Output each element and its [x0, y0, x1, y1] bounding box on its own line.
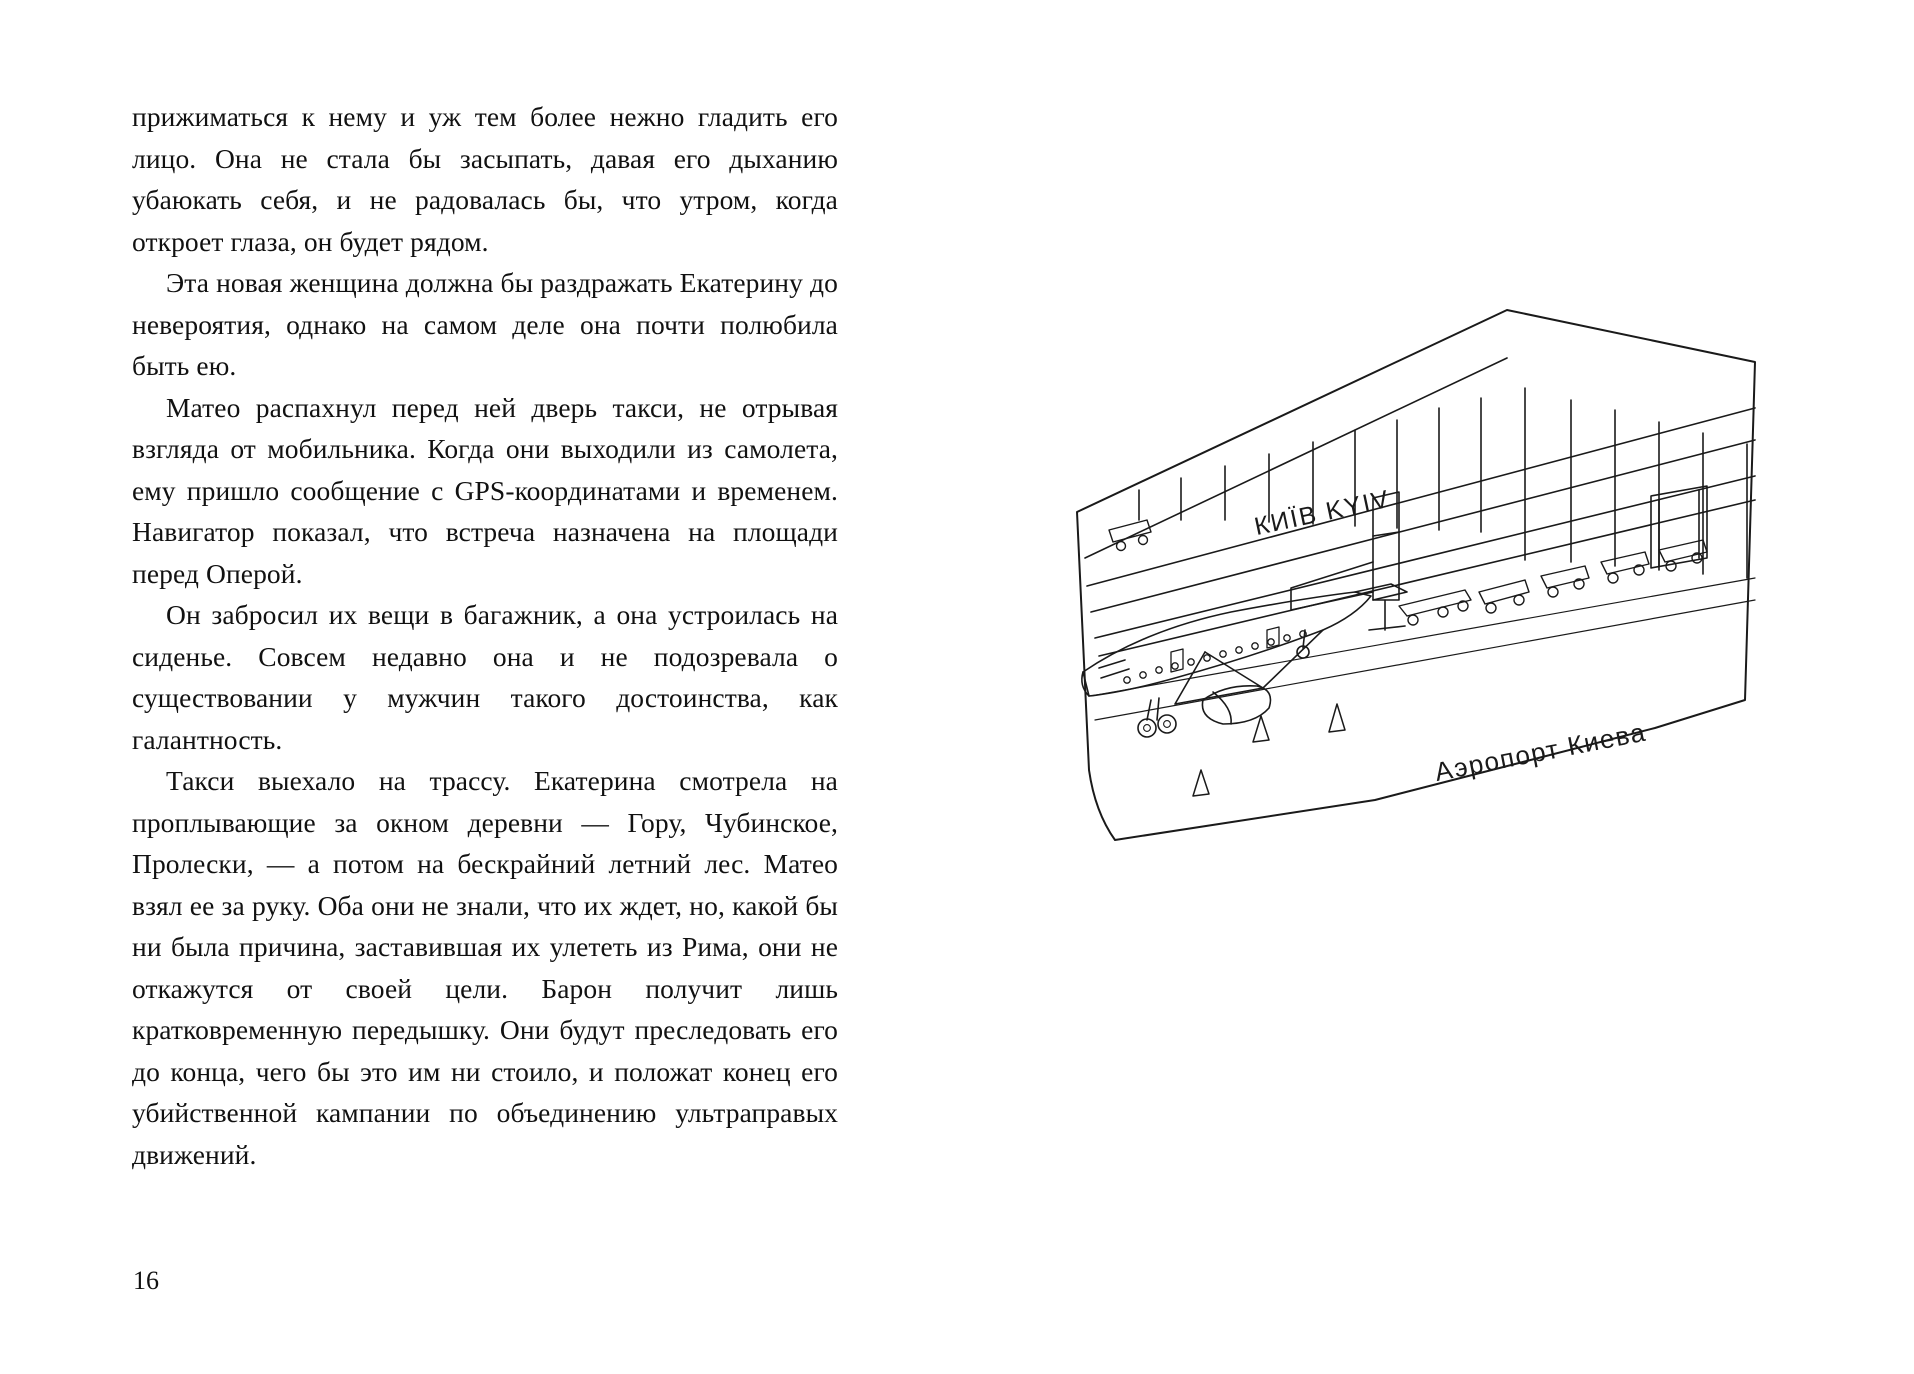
paragraph: прижиматься к нему и уж тем более нежно гладить его лицо. Она не стала бы засыпать, давая его дыханию убаюкать себя, и не радовалась бы, что утром, когда откроет глаза, он будет рядом.: [132, 101, 838, 257]
airport-illustration: [1055, 300, 1775, 860]
svg-text:КИЇВ KYIV: КИЇВ KYIV: [1251, 484, 1393, 541]
paragraph: Он забросил их вещи в багажник, а она устроилась на сиденье. Совсем недавно она и не подозревала о существовании у мужчин такого достоинства, как галантность.: [132, 599, 838, 755]
paragraph: Эта новая женщина должна бы раздражать Екатерину до невероятия, однако на самом деле она почти полюбила быть ею.: [132, 267, 838, 381]
svg-text:Аэропорт Киева: Аэропорт Киева: [1432, 716, 1649, 788]
text-column: [132, 96, 838, 1175]
page-number: 16: [133, 1266, 159, 1295]
illustration-caption: [1055, 860, 1056, 861]
paragraph: Такси выехало на трассу. Екатерина смотрела на проплывающие за окном деревни — Гору, Чубинское, Пролески, — а потом на бескрайний летний лес. Матео взял ее за руку. Оба они не знали, что их ждет, но, какой бы ни была причина, заставившая их улететь из Рима, они не откажутся от своей цели. Барон получит лишь кратковременную передышку. Они будут преследовать его до конца, чего бы это им ни стоило, и положат конец его убийственной кампании по объединению ультраправых движений.: [132, 765, 838, 1170]
paragraph: Матео распахнул перед ней дверь такси, не отрывая взгляда от мобильника. Когда они выходили из самолета, ему пришло сообщение с GPS-координатами и временем. Навигатор показал, что встреча назначена на площади перед Оперой.: [132, 391, 838, 589]
terminal-sign-text: [1055, 860, 1056, 861]
